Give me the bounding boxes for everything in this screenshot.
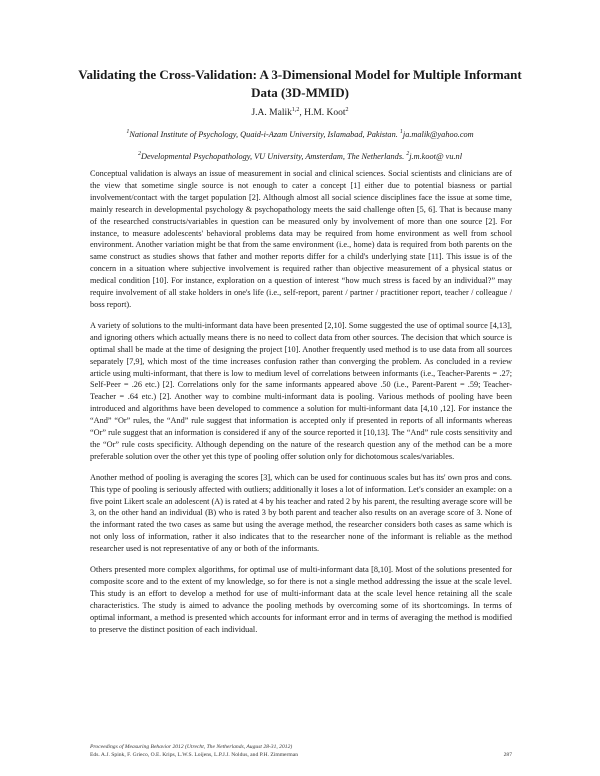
affiliation-text: Developmental Psychopathology, VU University, Amsterdam, The Netherlands. — [140, 152, 405, 161]
affiliation — [0, 130, 600, 139]
author-name: H.M. Koot — [304, 108, 346, 118]
body-paragraph: A variety of solutions to the multi-informant data have been presented [2,10]. Some suggested the use of optimal source [4,13], and ignoring others which actually means there is no need to collect data from other sources. The decision that which source is optimal shall be made at the time of designing the project [10]. Another frequently used method is to use data from all sources separately [7,9], which most of the time increases confusion rather than converging the problem. As concluded in a review article using multi-informant, that there is low to medium level of correlations between informants (i.e., Teacher-Parents = .27; Self-Peer = .26 etc.) [2]. Correlations only for the same informants appeared above .50 (i.e., Parent-Parent = .59; Teacher-Teacher = .64 etc.) [2]. Another way to combine multi-informant data is pooling. Various methods of pooling have been introduced and algorithms have been developed to commence a solution for multi-informant data [4,10 ,12]. For instance the “And” “Or” rules, the “And” rule suggest that information is accepted only if presented in reports of all informants whereas “Or” rule suggest that an information is considered if any of the source reported it [10,13]. The “And” rule costs sensitivity and the “Or” rule costs specificity. Although depending on the nature of the research question any of the method can be a more preferable solution over the other yet this type of pooling offer solution only for dichotomous scales/variables. — [90, 320, 512, 461]
email-mark: 1 — [399, 129, 403, 135]
page-number: 287 — [503, 752, 512, 758]
body-paragraph: Conceptual validation is always an issue of measurement in social and clinical sciences. Social scientists and clinicians are of the view that sometime single source is not enough to cater a concept [1] either due to potential biasness or partial involvement/contact with the target population [2]. Although almost all social science disciplines face the issue at some time, mainly research in developmental psychology & psychopathology meets the said challenge often [5, 6]. That is because many of the researched constructs/variables in question can be measured only by involvement of more than one source [2]. For instance, to measure adolescents' behavioral problems data may be required from home environment as well from school environment. Another variation might be that from the same environment (i.e., home) data is required from both parents on the same construct as studies shows that father and mother reports differ for a child's underlying state [11]. This issue is of the concern in a situation where subjective involvement is required rather than objective measurement of a physical status or medical condition [10]. For instance, exploration on a question of interest “how much stress is faced by an individual?” may require involvement of all stake holders in one's life (i.e., self-report, parent / partner / practitioner report, teacher / colleague / boss report). — [90, 169, 512, 309]
footer-conference: Proceedings of Measuring Behavior 2012 (Utrecht, The Netherlands, August 28-31, 2012) — [90, 744, 293, 750]
author-name: J.A. Malik — [251, 108, 292, 118]
author-affiliation-mark: 2 — [345, 107, 349, 113]
body-paragraph: Others presented more complex algorithms, for optimal use of multi-informant data [8,10]. Most of the solutions presented for composite score and to the extent of my knowledge, so for there is not a single method addressing the issue at the scale level. This study is an effort to develop a method for use of multi-informant data at the scale level hence retaining all the scale characteristics. The study is aimed to advance the pooling methods by overcoming some of its shortcomings. In terms of optimal informant, a method is presented which accounts for informant error and in terms of averaging the method is modified to preserve the distinct position of each individual. — [90, 565, 512, 634]
author-line — [0, 108, 600, 118]
author-email: j.m.koot@ vu.nl — [409, 152, 463, 161]
author-affiliation-mark: 1,2 — [291, 107, 300, 113]
author-separator: , — [299, 108, 305, 118]
author-email: ja.malik@yahoo.com — [402, 130, 474, 139]
email-mark: 2 — [406, 151, 410, 157]
paper-body — [90, 168, 512, 645]
footer-editors: Eds. A.J. Spink, F. Grieco, O.E. Krips, L.W.S. Loijens, L.P.J.J. Noldus, and P.H. Zimmerman — [90, 752, 299, 758]
page-footer — [90, 743, 512, 759]
affiliation-mark: 1 — [126, 129, 130, 135]
affiliation-mark: 2 — [137, 151, 141, 157]
body-paragraph: Another method of pooling is averaging the scores [3], which can be used for continuous scales but has its' own pros and cons. This type of pooling is seriously affected with outliers; additionally it loses a lot of information. Let's consider an example: on a five point Likert scale an adolescent (A) is rated at 4 by his teacher and rated 2 by his parent, the resulting average score will be 3, on the other hand an individual (B) who is rated 3 by both parent and teacher also results on an average score of 3. None of the informant rated the two cases as same but using the average method, the researcher considers both cases as same which is not only loss of information, rather it also indicates that to the researcher none of the informant is reliable as the method researcher used is not representative of any or both of the informants. — [90, 472, 512, 554]
affiliation — [0, 152, 600, 161]
paper-title: Validating the Cross-Validation: A 3-Dimensional Model for Multiple Informant Data (3D-MMID) — [78, 67, 522, 100]
affiliation-text: National Institute of Psychology, Quaid-i-Azam University, Islamabad, Pakistan. — [129, 130, 398, 139]
